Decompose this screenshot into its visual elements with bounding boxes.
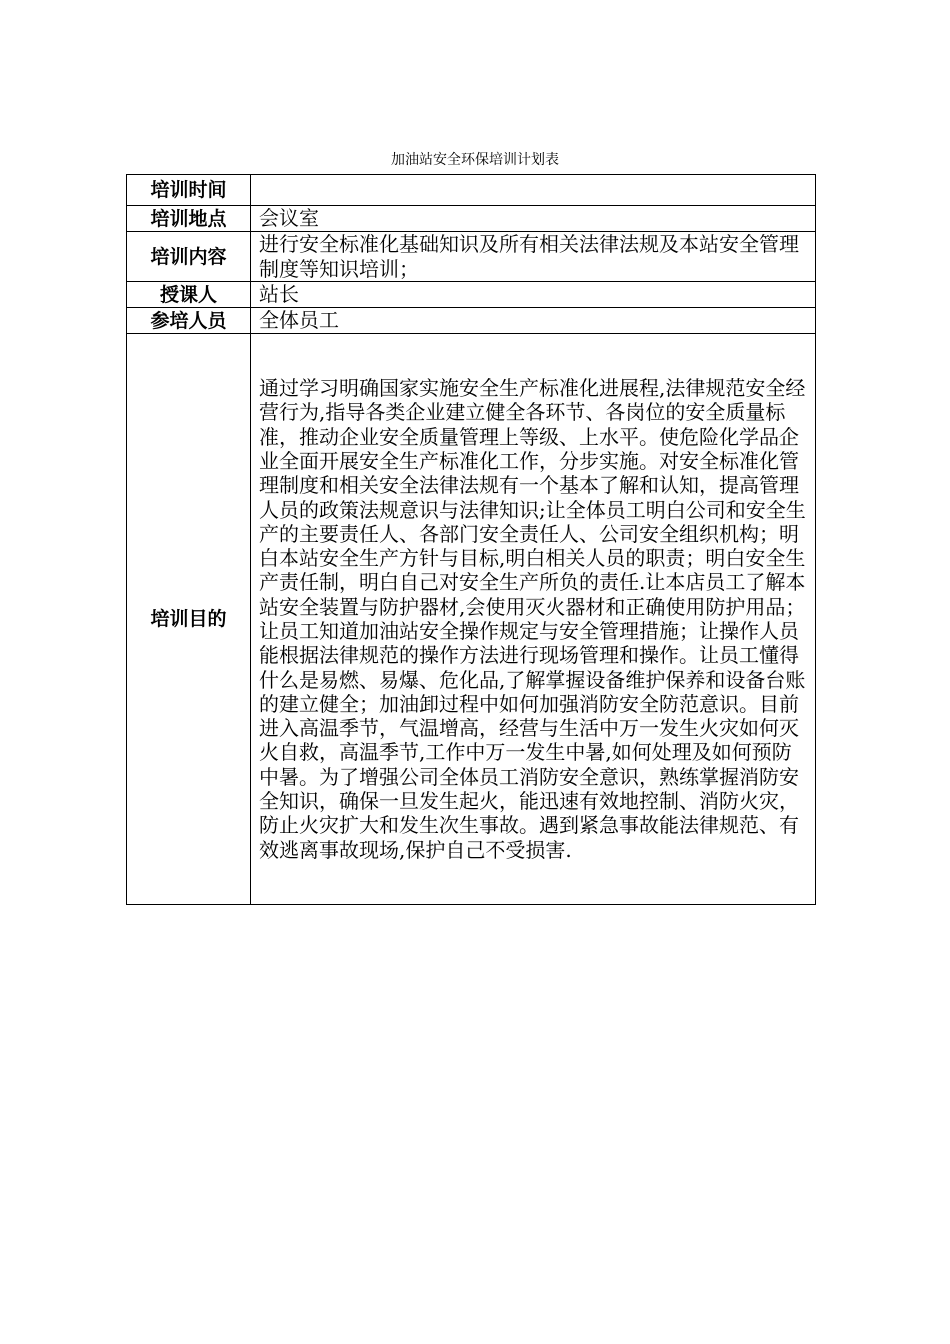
label-training-content: 培训内容 (127, 232, 251, 282)
label-training-place: 培训地点 (127, 206, 251, 232)
table-row-training-goal (127, 334, 816, 905)
value-instructor (251, 282, 816, 308)
label-participants: 参培人员 (127, 308, 251, 334)
label-training-time: 培训时间 (127, 175, 251, 206)
value-participants (251, 308, 816, 334)
value-training-place-text: 会议室 (259, 206, 319, 231)
value-instructor-text: 站长 (259, 282, 299, 307)
value-training-goal-text: 通过学习明确国家实施安全生产标准化进展程,法律规范安全经营行为,指导各类企业建立健全各环节、各岗位的安全质量标准，推动企业安全质量管理上等级、上水平。使危险化学品企业全面开展安全生产标准化工作，分步实施。对安全标准化管理制度和相关安全法律法规有一个基本了解和认知，提高管理人员的政策法规意识与法律知识;让全体员工明白公司和安全生产的主要责任人、各部门安全责任人、公司安全组织机构；明白本站安全生产方针与目标,明白相关人员的职责；明白安全生产责任制，明白自己对安全生产所负的责任.让本店员工了解本站安全装置与防护器材,会使用灭火器材和正确使用防护用品；让员工知道加油站安全操作规定与安全管理措施；让操作人员能根据法律规范的操作方法进行现场管理和操作。让员工懂得什么是易燃、易爆、危化品,了解掌握设备维护保养和设备台账的建立健全；加油卸过程中如何加强消防安全防范意识。目前进入高温季节，气温增高，经营与生活中万一发生火灾如何灭火自救，高温季节,工作中万一发生中暑,如何处理及如何预防中暑。为了增强公司全体员工消防安全意识，熟练掌握消防安全知识，确保一旦发生起火，能迅速有效地控制、消防火灾，防止火灾扩大和发生次生事故。遇到紧急事故能法律规范、有效逃离事故现场,保护自己不受损害. (259, 376, 806, 862)
training-plan-table (126, 174, 816, 905)
value-training-place (251, 206, 816, 232)
document-title: 加油站安全环保培训计划表 (391, 152, 559, 168)
table-row-participants (127, 308, 816, 334)
label-training-goal: 培训目的 (127, 334, 251, 905)
table-row-training-time (127, 175, 816, 206)
table-row-training-place (127, 206, 816, 232)
value-training-time (251, 175, 816, 206)
table-row-training-content (127, 232, 816, 282)
value-training-goal (251, 334, 816, 905)
value-participants-text: 全体员工 (259, 308, 339, 333)
table-row-instructor (127, 282, 816, 308)
value-training-content (251, 232, 816, 282)
value-training-content-text: 进行安全标准化基础知识及所有相关法律法规及本站安全管理制度等知识培训； (259, 232, 799, 281)
label-instructor: 授课人 (127, 282, 251, 308)
